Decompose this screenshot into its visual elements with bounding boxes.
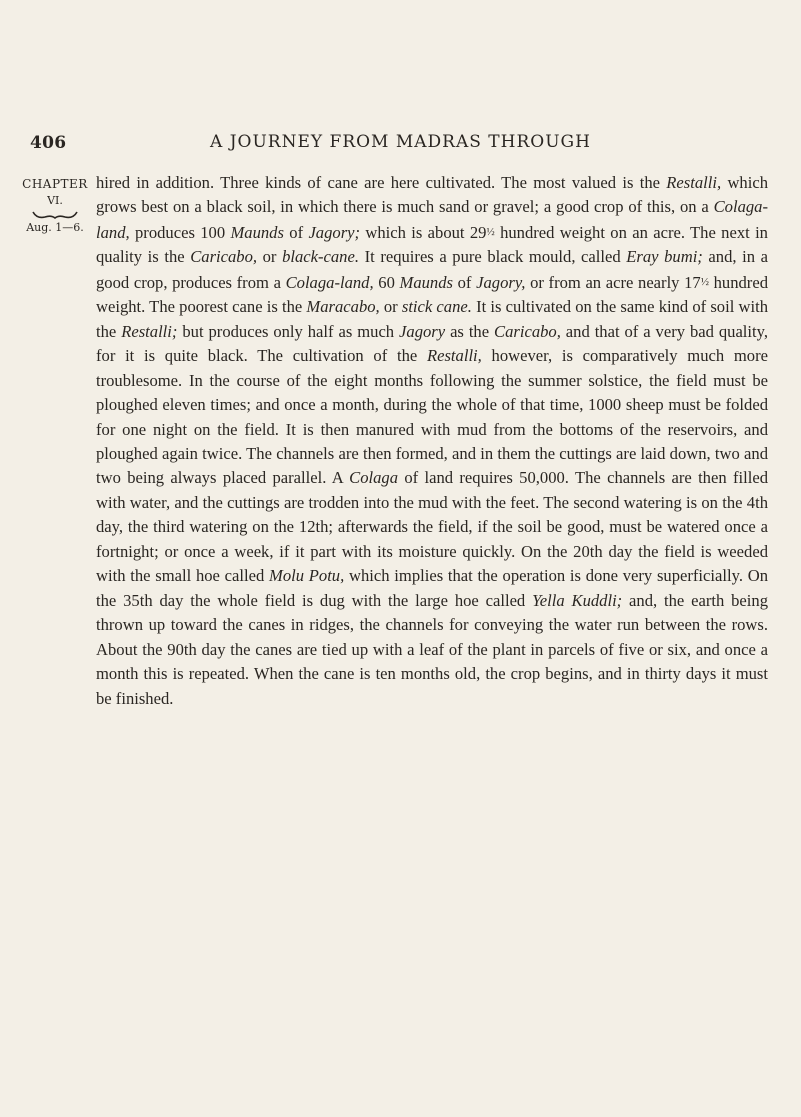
term-eray-bumi: Eray bumi; bbox=[626, 247, 703, 267]
body-paragraph: hired in addition. Three kinds of cane are here cultivated. The most valued is the Restalli, which grows best on a black soil, in which there is much sand or gravel; a good crop of this, on a Colaga-land, produces 100 Maunds of Jagory; which is about 29½ hundred weight on an acre. The next in quality is the Caricabo, or black-cane. It requires a pure black mould, called Eray bumi; and, in a good crop, produces from a Colaga-land, 60 Maunds of Jagory, or from an acre nearly 17½ hundred weight. The poorest cane is the Maracabo, or stick cane. It is cultivated on the same kind of soil with the Restalli; but produces only half as much Jagory as the Caricabo, and that of a very bad quality, for it is quite black. The cultivation of the Restalli, however, is comparatively much more troublesome. In the course of the eight months following the summer solstice, the field must be ploughed eleven times; and once a month, during the whole of that time, 1000 sheep must be folded for one night on the field. It is then manured with mud from the bottoms of the reservoirs, and ploughed again twice. The channels are then formed, and in them the cuttings are laid down, two and two being always placed parallel. A Colaga of land requires 50,000. The channels are then filled with water, and the cuttings are trodden into the mud with the feet. The second watering is on the 4th day, the third watering on the 12th; afterwards the field, if the soil be good, must be watered once a fortnight; or once a week, if it part with its moisture quickly. On the 20th day the field is weeded with the small hoe called Molu Potu, which implies that the operation is done very superficially. On the 35th day the whole field is dug with the large hoe called Yella Kuddli; and, the earth being thrown up toward the canes in ridges, the channels for conveying the water run between the rows. About the 90th day the canes are tied up with a leaf of the plant in parcels of five or six, and once a month this is repeated. When the cane is ten months old, the crop begins, and in thirty days it must be finished. bbox=[96, 173, 769, 708]
term-jagory: Jagory; bbox=[308, 222, 361, 242]
term-restalli: Restalli, bbox=[666, 173, 722, 192]
date-range: Aug. 1—6. bbox=[26, 220, 84, 234]
chapter-label: CHAPTER bbox=[22, 177, 88, 191]
term-caricabo: Caricabo, bbox=[190, 247, 258, 267]
term-colaga-land: Colaga-land, bbox=[96, 197, 768, 242]
term-maracabo: Maracabo, bbox=[306, 297, 380, 317]
margin-note bbox=[22, 175, 88, 236]
term-caricabo: Caricabo, bbox=[494, 321, 561, 341]
chapter-number: VI. bbox=[47, 194, 63, 207]
term-stick-cane: stick cane. bbox=[401, 297, 472, 317]
term-restalli: Restalli; bbox=[121, 321, 178, 341]
term-yella-kuddli: Yella Kuddli; bbox=[532, 590, 623, 610]
fraction: ½ bbox=[700, 275, 709, 288]
term-jagory: Jagory bbox=[399, 321, 446, 341]
term-colaga-land: Colaga-land, bbox=[285, 272, 374, 292]
term-maunds: Maunds bbox=[230, 222, 284, 242]
term-colaga: Colaga bbox=[349, 468, 399, 488]
fraction: ½ bbox=[486, 225, 495, 238]
term-maunds: Maunds bbox=[399, 272, 453, 292]
page-number: 406 bbox=[30, 133, 67, 153]
term-black-cane: black-cane. bbox=[282, 247, 359, 267]
term-molu-potu: Molu Potu, bbox=[269, 566, 345, 586]
term-restalli: Restalli, bbox=[426, 346, 482, 366]
brace-flourish-icon bbox=[31, 210, 79, 220]
term-jagory: Jagory, bbox=[476, 272, 526, 292]
running-title: A JOURNEY FROM MADRAS THROUGH bbox=[210, 132, 591, 152]
